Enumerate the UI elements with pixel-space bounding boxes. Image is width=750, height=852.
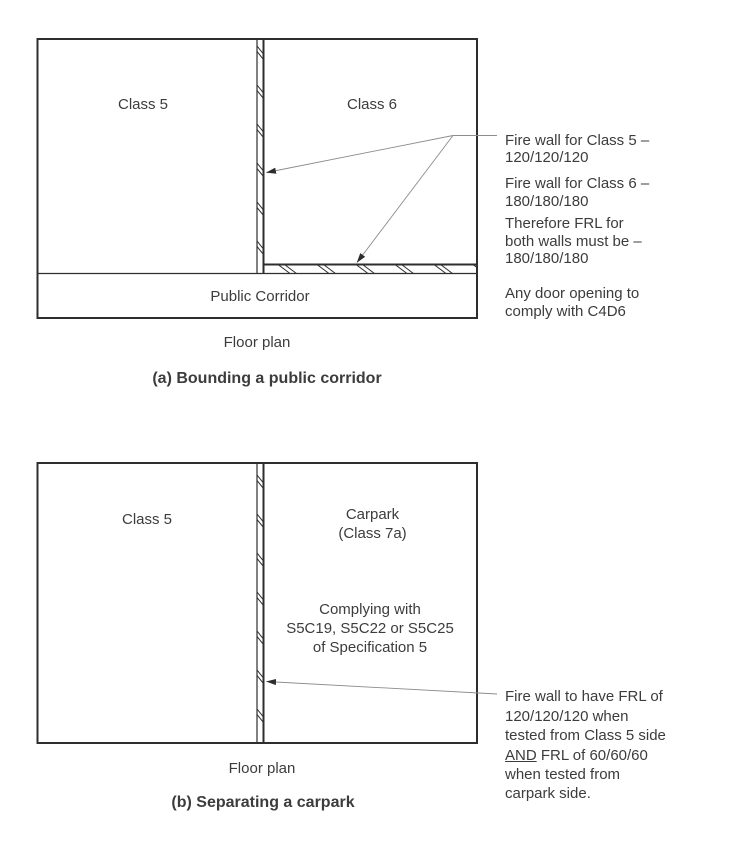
annotation-a-p2	[505, 175, 649, 210]
annotation-line: carpark side.	[505, 785, 591, 803]
annotation-a-p1	[505, 132, 649, 167]
and-underlined: AND	[505, 746, 537, 764]
annotation-line: when tested from	[505, 765, 621, 783]
caption-b: (b) Separating a carpark	[171, 793, 355, 811]
fire-wall-vertical-b	[257, 463, 264, 743]
annotation-line: Fire wall for Class 5 –	[505, 131, 650, 149]
caption-a: (a) Bounding a public corridor	[152, 369, 382, 387]
corridor-label: Public Corridor	[210, 288, 310, 305]
plan-label-b: Floor plan	[228, 760, 296, 777]
annotation-line-rest: FRL of 60/60/60	[536, 746, 648, 764]
complying-line: Complying with	[319, 600, 421, 618]
annotation-line: both walls must be –	[505, 232, 642, 250]
fire-wall-horizontal-a	[264, 265, 478, 274]
annotation-line: Fire wall to have FRL of	[505, 688, 663, 706]
annotation-line: Fire wall for Class 6 –	[505, 175, 650, 192]
fire-wall-vertical-a	[257, 39, 264, 274]
floor-plan-a	[38, 39, 498, 318]
complying-line: S5C19, S5C22 or S5C25	[286, 619, 454, 637]
leader-lines-a	[267, 136, 498, 263]
annotation-line	[505, 746, 666, 765]
annotation-a-p4	[505, 285, 639, 320]
room-label-class6-a: Class 6	[346, 96, 398, 113]
room-label-class5-a: Class 5	[117, 96, 169, 113]
annotation-line: comply with C4D6	[505, 302, 626, 320]
room-label-class5-b: Class 5	[121, 511, 173, 528]
carpark-label-line: Carpark	[345, 505, 400, 523]
complying-line: of Specification 5	[312, 638, 428, 656]
plan-label-a: Floor plan	[223, 334, 291, 351]
room-label-carpark	[338, 505, 406, 543]
annotation-line: 120/120/120 when	[505, 707, 629, 725]
annotation-b	[505, 687, 666, 803]
annotation-line: 120/120/120	[505, 149, 589, 167]
annotation-line: Therefore FRL for	[505, 215, 624, 232]
annotation-a-p3	[505, 215, 642, 268]
annotation-line: Any door opening to	[505, 285, 640, 303]
complying-note	[286, 600, 454, 657]
annotation-line: 180/180/180	[505, 192, 589, 210]
leader-line-b	[267, 682, 498, 695]
carpark-label-line: (Class 7a)	[338, 524, 407, 542]
annotation-line: tested from Class 5 side	[505, 727, 666, 745]
annotation-line: 180/180/180	[505, 250, 589, 267]
